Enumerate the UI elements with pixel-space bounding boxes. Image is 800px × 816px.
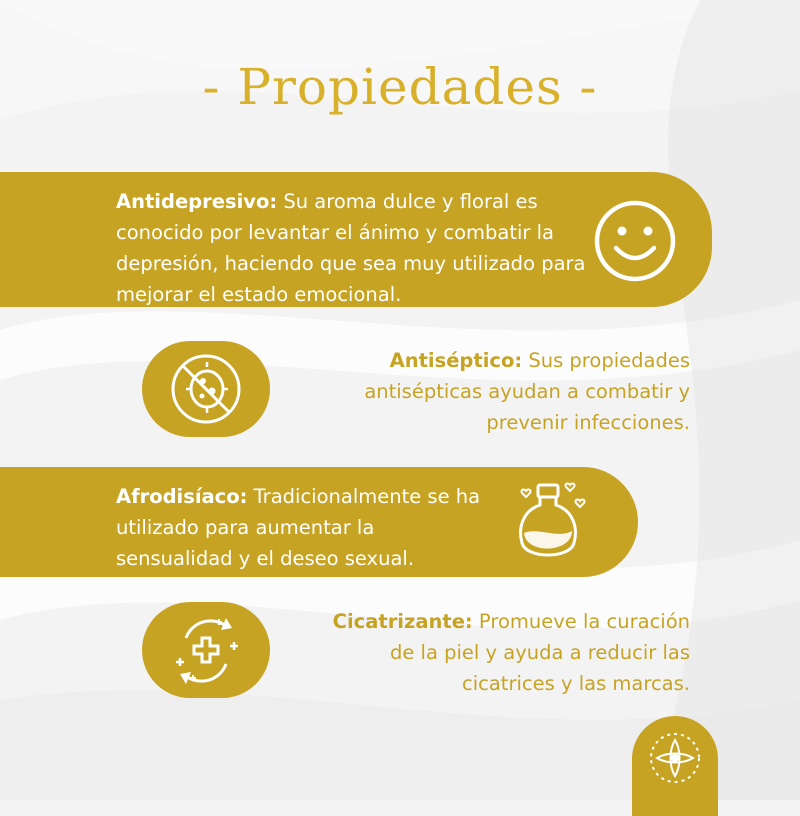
- card-term: Antidepresivo:: [116, 190, 278, 213]
- card-description: Tradicionalmente se ha utilizado para aumentar la sensualidad y el deseo sexual.: [116, 485, 481, 570]
- card-antiseptico: [320, 345, 690, 438]
- card-antiseptico-icon-pill: [142, 341, 270, 437]
- card-antidepresivo: [0, 172, 712, 307]
- card-afrodisiaco: [0, 467, 638, 577]
- page-title: - Propiedades -: [202, 58, 598, 116]
- healing-cross-icon: [164, 608, 248, 692]
- floral-ornament-icon: [645, 728, 705, 788]
- card-cicatrizante: [320, 606, 690, 699]
- card-description: Promueve la curación de la piel y ayuda a reducir las cicatrices y las marcas.: [389, 610, 690, 695]
- footer-badge: [632, 716, 718, 816]
- card-term: Antiséptico:: [389, 349, 523, 372]
- card-term: Afrodisíaco:: [116, 485, 248, 508]
- card-term: Cicatrizante:: [332, 610, 473, 633]
- no-bacteria-icon: [164, 347, 248, 431]
- card-description: Su aroma dulce y floral es conocido por levantar el ánimo y combatir la depresión, haciendo que sea muy utilizado para mejorar el estado emocional.: [116, 190, 586, 306]
- smiley-face-icon: [592, 198, 678, 284]
- love-potion-bottle-icon: [508, 477, 594, 569]
- card-cicatrizante-icon-pill: [142, 602, 270, 698]
- card-description: Sus propiedades antisépticas ayudan a combatir y prevenir infecciones.: [364, 349, 690, 434]
